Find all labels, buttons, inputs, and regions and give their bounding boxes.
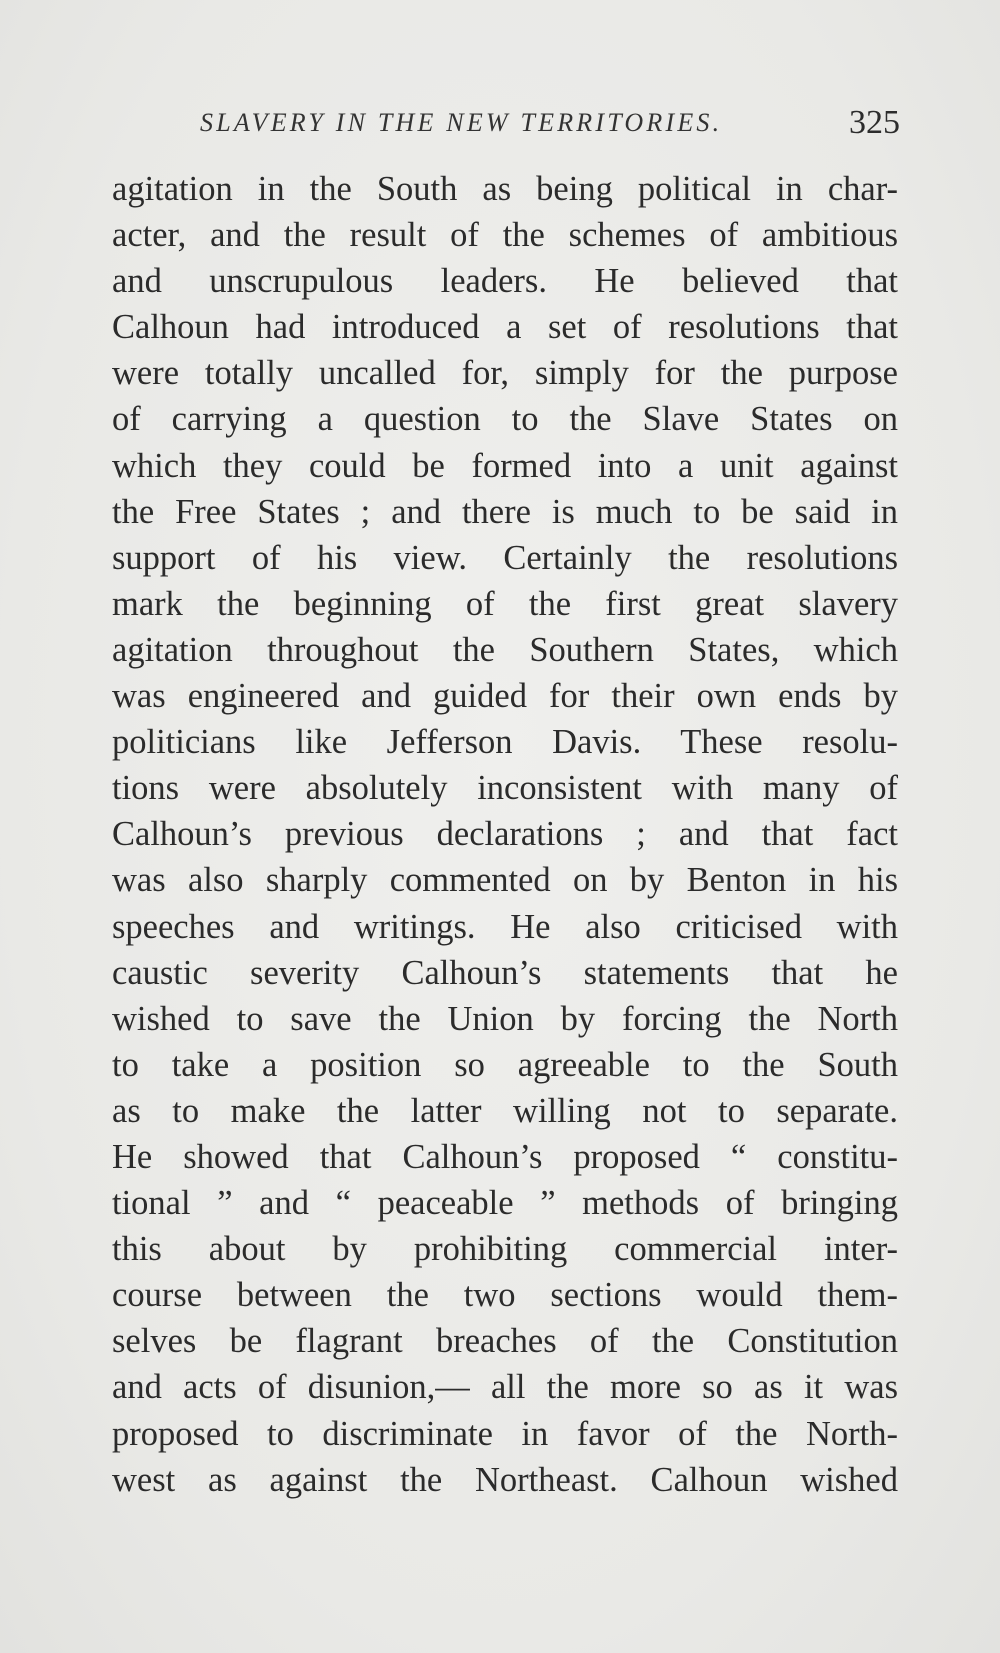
page-number: 325 xyxy=(849,104,900,141)
text-line: mark the beginning of the first great slavery xyxy=(112,584,898,623)
running-title: SLAVERY IN THE NEW TERRITORIES. xyxy=(200,108,723,137)
text-line: Calhoun’s previous declarations ; and that fact xyxy=(112,815,898,854)
text-line: acter, and the result of the schemes of ambitious xyxy=(112,216,898,255)
body-text xyxy=(112,166,898,1503)
text-line: which they could be formed into a unit against xyxy=(112,446,898,485)
text-line: this about by prohibiting commercial inter- xyxy=(112,1230,898,1269)
text-line: politicians like Jefferson Davis. These resolu- xyxy=(112,723,898,762)
text-line: Calhoun had introduced a set of resolutions that xyxy=(112,308,898,347)
text-line: speeches and writings. He also criticised with xyxy=(112,907,898,946)
text-line: selves be flagrant breaches of the Constitution xyxy=(112,1322,898,1361)
text-line: and acts of disunion,— all the more so as it was xyxy=(112,1368,898,1407)
text-line: proposed to discriminate in favor of the North- xyxy=(112,1414,898,1453)
text-line: He showed that Calhoun’s proposed “ constitu- xyxy=(112,1137,898,1176)
text-line: agitation in the South as being political in char- xyxy=(112,170,898,208)
text-line: agitation throughout the Southern States, which xyxy=(112,630,898,669)
text-line: west as against the Northeast. Calhoun wished xyxy=(112,1460,898,1499)
text-line: was also sharply commented on by Benton in his xyxy=(112,861,898,900)
text-line: were totally uncalled for, simply for the purpose xyxy=(112,354,898,393)
text-line: wished to save the Union by forcing the North xyxy=(112,999,898,1038)
text-line: to take a position so agreeable to the South xyxy=(112,1045,898,1084)
text-line: tions were absolutely inconsistent with many of xyxy=(112,769,898,808)
running-header xyxy=(200,104,900,148)
text-line: was engineered and guided for their own ends by xyxy=(112,677,898,716)
text-line: support of his view. Certainly the resolutions xyxy=(112,538,898,577)
text-line: and unscrupulous leaders. He believed that xyxy=(112,262,898,301)
text-line: tional ” and “ peaceable ” methods of bringing xyxy=(112,1184,898,1223)
text-line: the Free States ; and there is much to be said in xyxy=(112,492,898,531)
text-line: as to make the latter willing not to separate. xyxy=(112,1091,898,1130)
text-line: of carrying a question to the Slave States on xyxy=(112,400,898,439)
text-line: course between the two sections would them- xyxy=(112,1276,898,1315)
text-line: caustic severity Calhoun’s statements that he xyxy=(112,953,898,992)
